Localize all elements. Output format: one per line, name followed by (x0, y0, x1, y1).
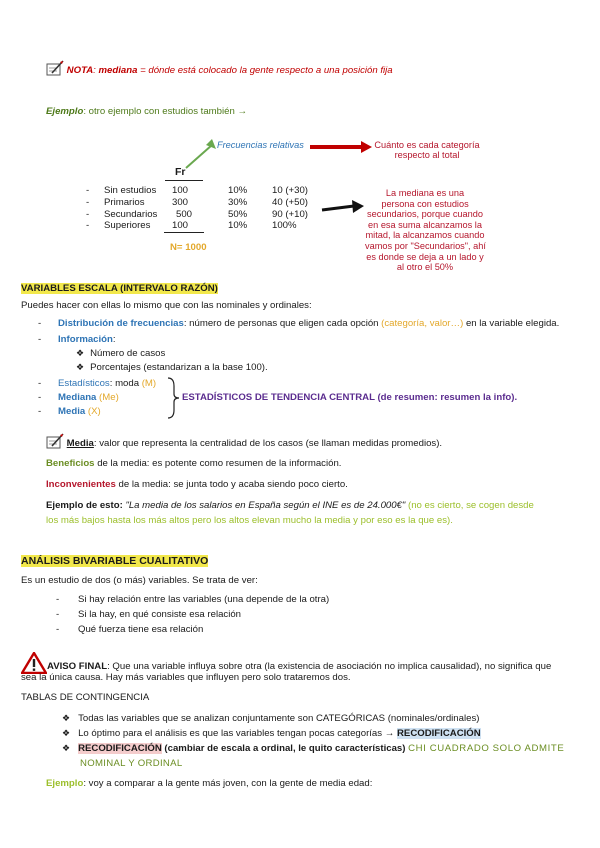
pencil-note-icon (46, 60, 64, 76)
est-text: : moda (109, 378, 142, 389)
ej-escala-label: Ejemplo de esto: (46, 500, 123, 511)
tablas-item-text: (cambiar de escala a ordinal, le quito características) (161, 743, 409, 754)
freq-cat: Secundarios (104, 208, 158, 220)
freq-dash: - (86, 220, 90, 232)
freq-total-rule (164, 232, 204, 233)
info-line (38, 334, 116, 345)
ejemplo1-text: : otro ejemplo con estudios también → (83, 106, 248, 117)
recodificacion-highlight: RECODIFICACIÓN (397, 728, 481, 739)
escala-intro: Puedes hacer con ellas lo mismo que con las nominales y ordinales: (21, 300, 312, 311)
dash-bullet: - (38, 378, 42, 389)
freq-pct: 30% (228, 196, 248, 208)
ejemplo2-line (46, 778, 372, 789)
tablas-item (62, 728, 481, 739)
freq-fr: 100 (172, 185, 189, 196)
dist-text: : número de personas que eligen cada opción (183, 318, 382, 329)
diamond-bullet-icon: ❖ (62, 743, 71, 753)
ejemplo2-text: : voy a comparar a la gente más joven, con la gente de media edad: (83, 778, 373, 789)
benef-text: de la media: es potente como resumen de la información. (94, 458, 342, 469)
freq-pct: 50% (228, 208, 248, 220)
ejemplo2-label: Ejemplo (46, 778, 84, 789)
est-m: (M) (141, 378, 157, 389)
nota-label: NOTA (66, 65, 94, 76)
dist-line (38, 318, 559, 329)
dist-label: Distribución de frecuencias (58, 318, 184, 329)
ej-escala-paren1: (no es cierto, se cogen desde (405, 500, 534, 511)
freq-explain-line: al otro el 50% (396, 262, 454, 273)
freq-explain (365, 188, 485, 273)
freq-note-line2: respecto al total (394, 150, 460, 160)
escala-heading: VARIABLES ESCALA (INTERVALO RAZÓN) (21, 283, 218, 294)
freq-row (86, 209, 308, 221)
freq-pct: 10% (228, 220, 248, 232)
nota-rest: = dónde está colocado la gente respecto a una posición fija (137, 65, 393, 76)
media-label: Media (58, 406, 86, 417)
freq-cat: Sin estudios (104, 185, 157, 196)
central-line (182, 392, 517, 403)
freq-cat: Primarios (104, 196, 145, 208)
bivariable-item (56, 609, 241, 620)
freq-explain-line: mitad, la alcanzamos cuando (365, 230, 485, 241)
freq-fr: 500 (176, 208, 193, 220)
tablas-item (62, 743, 564, 754)
diamond-bullet-icon: ❖ (76, 348, 85, 358)
dash-bullet: - (38, 318, 42, 329)
diamond-bullet-icon: ❖ (62, 713, 71, 723)
tablas-item (62, 713, 479, 724)
freq-header-rule (165, 180, 203, 181)
bivariable-item-text: Si hay relación entre las variables (una depende de la otra) (78, 594, 330, 605)
incon-line (46, 479, 348, 490)
info-label: Información (58, 334, 113, 345)
media-x: (X) (85, 406, 101, 417)
freq-note (372, 140, 482, 160)
info-colon: : (112, 334, 116, 345)
benef-line (46, 458, 341, 469)
arrow-icon (320, 198, 366, 218)
freq-explain-line: La mediana es una (385, 188, 465, 198)
info-item-text: Porcentajes (estandarizan a la base 100). (90, 362, 268, 373)
media-def-label: Media (66, 438, 94, 449)
info-item-text: Número de casos (90, 348, 166, 359)
freq-col-header: Fr (175, 166, 186, 178)
freq-table (86, 185, 308, 232)
freq-cum: 40 (+50) (272, 196, 308, 208)
dash-bullet: - (56, 594, 60, 605)
dash-bullet: - (38, 406, 42, 417)
diamond-bullet-icon: ❖ (62, 728, 71, 738)
recodificacion-highlight: RECODIFICACIÓN (78, 743, 162, 754)
info-item (76, 348, 165, 359)
aviso-label: AVISO FINAL (47, 661, 108, 672)
chi-cuadrado-note: CHI CUADRADO SOLO ADMITE (408, 743, 565, 754)
warning-triangle-icon (21, 652, 47, 674)
freq-rows (86, 185, 308, 232)
ej-escala-line1 (46, 500, 534, 511)
freq-total: N= 1000 (170, 242, 207, 253)
freq-explain-line: en esa suma alcanzamos la (368, 219, 482, 230)
freq-fr: 300 (172, 196, 189, 208)
nota-line (46, 60, 393, 76)
freq-row (86, 197, 308, 209)
tablas-item-text: Todas las variables que se analizan conjuntamente son CATEGÓRICAS (nominales/ordinales) (78, 713, 480, 724)
tablas-heading: TABLAS DE CONTINGENCIA (21, 692, 150, 703)
bivariable-item (56, 624, 203, 635)
freq-cat: Superiores (104, 220, 151, 232)
tablas-item-text: Lo óptimo para el análisis es que las variables tengan pocas categorías → (78, 728, 397, 739)
dist-end: en la variable elegida. (463, 318, 560, 329)
media-def-text: : valor que representa la centralidad de los casos (se llaman medidas promedios). (93, 438, 443, 449)
freq-cum: 100% (272, 220, 297, 232)
dash-bullet: - (56, 609, 60, 620)
dash-bullet: - (56, 624, 60, 635)
freq-pct: 10% (228, 185, 248, 196)
dist-paren: (categoría, valor…) (381, 318, 464, 329)
dash-bullet: - (38, 334, 42, 345)
bivariable-intro: Es un estudio de dos (o más) variables. Se trata de ver: (21, 575, 258, 586)
incon-text: de la media: se junta todo y acaba siendo poco cierto. (115, 479, 348, 490)
freq-dash: - (86, 185, 90, 196)
freq-row (86, 220, 308, 232)
freq-dash: - (86, 196, 90, 208)
ej-escala-quote: "La media de los salarios en España según el INE es de 24.000€" (125, 500, 406, 511)
nota-colon: : (93, 65, 96, 76)
ej-escala-paren2: los más bajos hasta los más altos pero los altos elevan mucho la media y por eso es la que es). (46, 515, 453, 526)
bivariable-item-text: Si la hay, en qué consiste esa relación (78, 609, 242, 620)
info-item (76, 362, 268, 373)
benef-label: Beneficios (46, 458, 95, 469)
pencil-note-icon (46, 433, 64, 449)
freq-explain-line: persona con estudios (381, 198, 469, 209)
freq-explain-line: es donde se deja a un lado y (366, 251, 484, 262)
diamond-bullet-icon: ❖ (76, 362, 85, 372)
media-line (38, 406, 101, 417)
bivariable-heading: ANÁLISIS BIVARIABLE CUALITATIVO (21, 555, 209, 567)
incon-label: Inconvenientes (46, 479, 116, 490)
aviso-line (21, 652, 551, 674)
freq-rel-label: Frecuencias relativas (217, 140, 304, 150)
central-label: ESTADÍSTICOS DE TENDENCIA CENTRAL (182, 392, 375, 403)
brace-icon (166, 376, 180, 420)
mediana-line (38, 392, 119, 403)
est-line (38, 378, 156, 389)
est-label: Estadísticos (58, 378, 110, 389)
central-rest: (de resumen: resumen la info). (374, 392, 518, 403)
freq-explain-line: vamos por "Secundarios", ahí (365, 240, 486, 251)
aviso-text: : Que una variable influya sobre otra (la existencia de asociación no implica causalidad), no significa que (107, 661, 552, 672)
freq-cum: 10 (+30) (272, 185, 308, 196)
freq-row (86, 185, 308, 197)
nota-term: mediana (98, 65, 138, 76)
dash-bullet: - (38, 392, 42, 403)
freq-dash: - (86, 208, 90, 220)
aviso-line2: sea la única causa. Hay más variables que influyen pero solo trataremos dos. (21, 672, 351, 683)
freq-note-line1: Cuánto es cada categoría (374, 140, 480, 150)
ejemplo1-label: Ejemplo (46, 106, 84, 117)
freq-explain-line: secundarios, porque cuando (367, 209, 483, 220)
mediana-label: Mediana (58, 392, 97, 403)
bivariable-item (56, 594, 329, 605)
mediana-me: (Me) (96, 392, 119, 403)
freq-cum: 90 (+10) (272, 208, 308, 220)
freq-fr: 100 (172, 220, 189, 232)
chi-cuadrado-note2: NOMINAL Y ORDINAL (80, 758, 183, 769)
media-def-line (46, 433, 442, 449)
ejemplo1-line (46, 106, 247, 117)
bivariable-item-text: Qué fuerza tiene esa relación (78, 624, 204, 635)
